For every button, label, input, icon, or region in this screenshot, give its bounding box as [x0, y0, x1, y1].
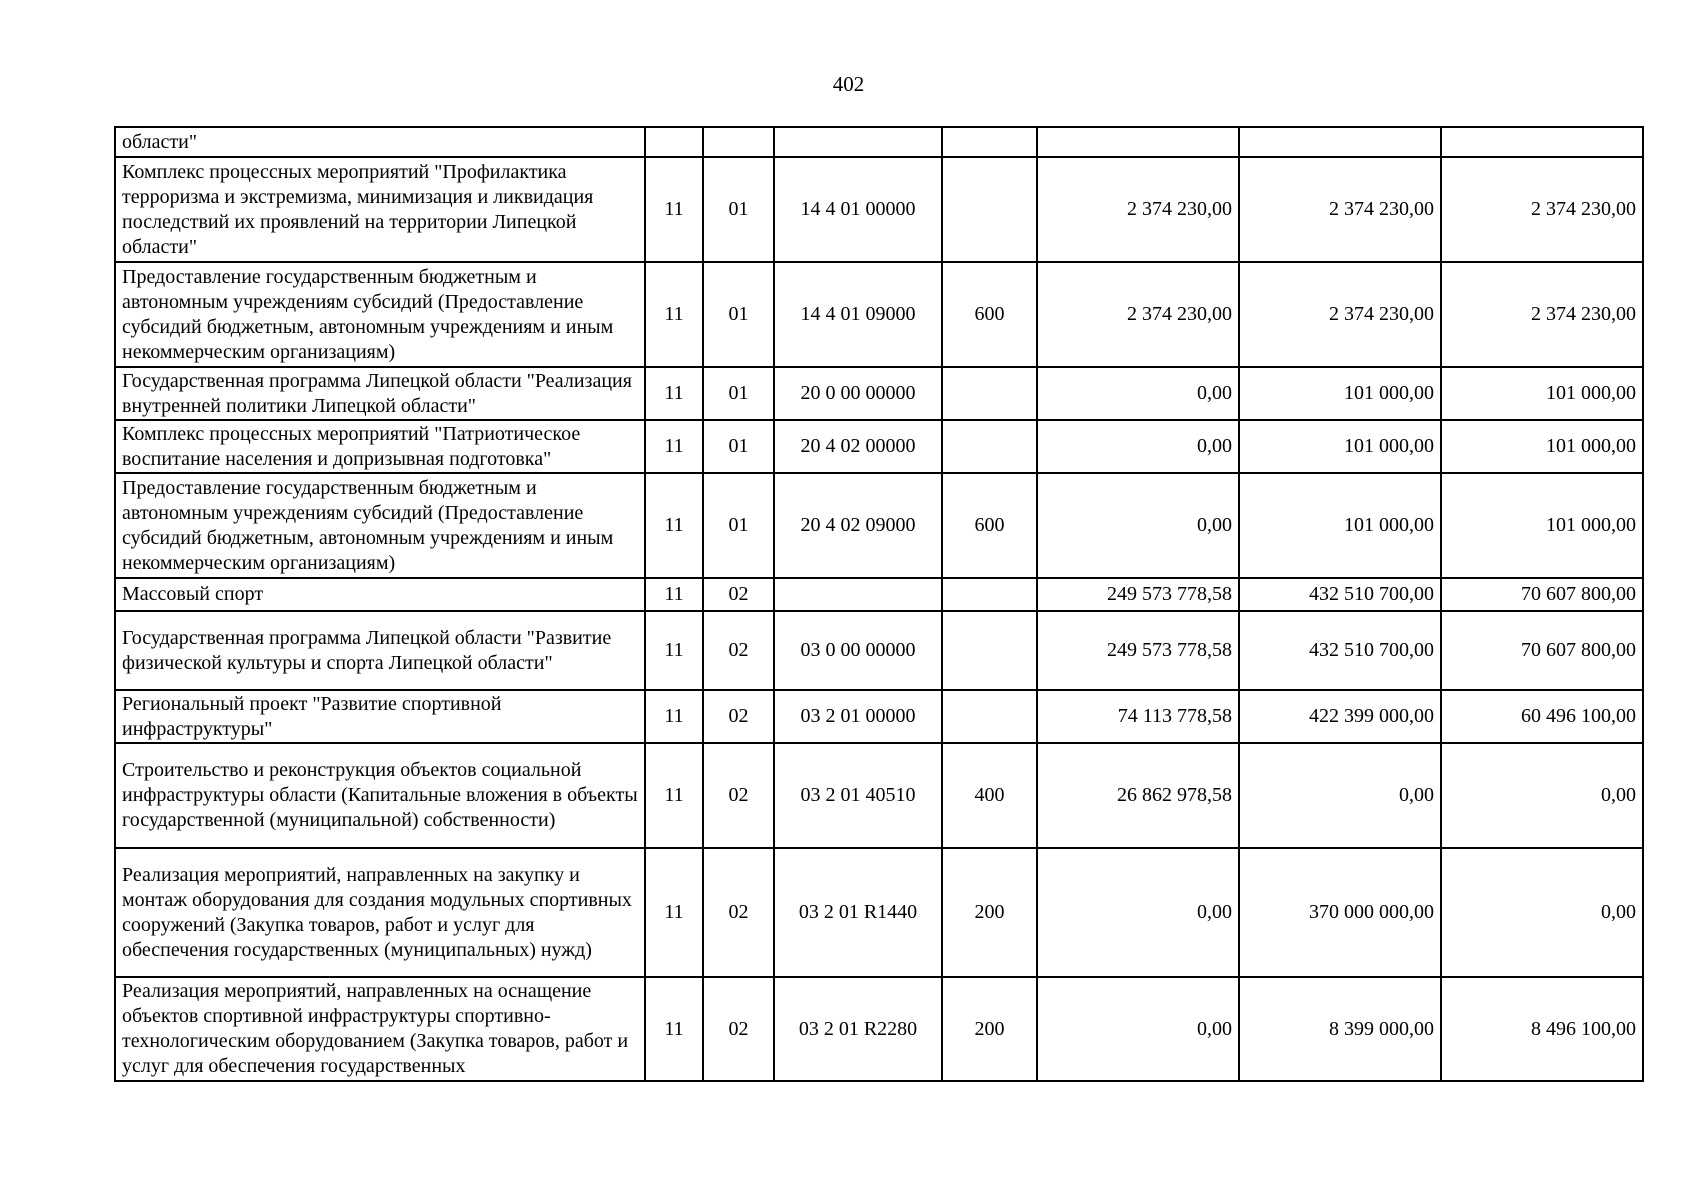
subsection-code: 01 — [703, 473, 774, 578]
subsection-code: 02 — [703, 743, 774, 848]
budget-table — [114, 126, 1644, 1082]
subsection-code — [703, 127, 774, 157]
target-article-code: 20 4 02 00000 — [774, 420, 942, 473]
expense-type-code — [942, 420, 1037, 473]
amount-year-2: 2 374 230,00 — [1239, 262, 1441, 367]
section-code: 11 — [645, 420, 703, 473]
row-name: области" — [115, 127, 645, 157]
amount-year-3: 2 374 230,00 — [1441, 157, 1643, 262]
section-code — [645, 127, 703, 157]
row-name: Строительство и реконструкция объектов социальной инфраструктуры области (Капитальные вложения в объекты государственной (муниципальной) собственности) — [115, 743, 645, 848]
amount-year-3: 101 000,00 — [1441, 367, 1643, 420]
amount-year-1: 0,00 — [1037, 473, 1239, 578]
target-article-code: 20 0 00 00000 — [774, 367, 942, 420]
table-row — [115, 848, 1643, 977]
amount-year-1: 249 573 778,58 — [1037, 611, 1239, 690]
page-number: 402 — [832, 72, 865, 96]
section-code: 11 — [645, 977, 703, 1081]
subsection-code: 02 — [703, 690, 774, 743]
table-row — [115, 611, 1643, 690]
expense-type-code — [942, 578, 1037, 611]
amount-year-2: 422 399 000,00 — [1239, 690, 1441, 743]
amount-year-3: 70 607 800,00 — [1441, 578, 1643, 611]
target-article-code: 03 2 01 00000 — [774, 690, 942, 743]
row-name: Государственная программа Липецкой области "Реализация внутренней политики Липецкой области" — [115, 367, 645, 420]
section-code: 11 — [645, 262, 703, 367]
amount-year-1: 0,00 — [1037, 420, 1239, 473]
amount-year-3: 60 496 100,00 — [1441, 690, 1643, 743]
target-article-code: 14 4 01 09000 — [774, 262, 942, 367]
amount-year-2: 432 510 700,00 — [1239, 611, 1441, 690]
row-name: Массовый спорт — [115, 578, 645, 611]
amount-year-2: 2 374 230,00 — [1239, 157, 1441, 262]
subsection-code: 02 — [703, 578, 774, 611]
target-article-code: 03 2 01 R1440 — [774, 848, 942, 977]
section-code: 11 — [645, 848, 703, 977]
amount-year-3: 0,00 — [1441, 743, 1643, 848]
table-row — [115, 157, 1643, 262]
amount-year-1: 249 573 778,58 — [1037, 578, 1239, 611]
amount-year-3: 101 000,00 — [1441, 420, 1643, 473]
table-body — [115, 127, 1643, 1081]
amount-year-1: 0,00 — [1037, 977, 1239, 1081]
target-article-code — [774, 578, 942, 611]
row-name: Реализация мероприятий, направленных на закупку и монтаж оборудования для создания модульных спортивных сооружений (Закупка товаров, работ и услуг для обеспечения государственных (муниципальных) нужд) — [115, 848, 645, 977]
amount-year-1 — [1037, 127, 1239, 157]
table-row — [115, 690, 1643, 743]
amount-year-2: 370 000 000,00 — [1239, 848, 1441, 977]
subsection-code: 02 — [703, 848, 774, 977]
section-code: 11 — [645, 157, 703, 262]
table-row — [115, 420, 1643, 473]
row-name: Комплекс процессных мероприятий "Профилактика терроризма и экстремизма, минимизация и ликвидация последствий их проявлений на территории Липецкой области" — [115, 157, 645, 262]
subsection-code: 01 — [703, 262, 774, 367]
amount-year-3 — [1441, 127, 1643, 157]
target-article-code — [774, 127, 942, 157]
section-code: 11 — [645, 578, 703, 611]
expense-type-code — [942, 611, 1037, 690]
subsection-code: 01 — [703, 367, 774, 420]
row-name: Государственная программа Липецкой области "Развитие физической культуры и спорта Липецкой области" — [115, 611, 645, 690]
section-code: 11 — [645, 367, 703, 420]
amount-year-3: 2 374 230,00 — [1441, 262, 1643, 367]
table-row — [115, 473, 1643, 578]
expense-type-code: 400 — [942, 743, 1037, 848]
amount-year-3: 70 607 800,00 — [1441, 611, 1643, 690]
row-name: Предоставление государственным бюджетным и автономным учреждениям субсидий (Предоставление субсидий бюджетным, автономным учреждениям и иным некоммерческим организациям) — [115, 473, 645, 578]
expense-type-code — [942, 367, 1037, 420]
row-name: Предоставление государственным бюджетным и автономным учреждениям субсидий (Предоставление субсидий бюджетным, автономным учреждениям и иным некоммерческим организациям) — [115, 262, 645, 367]
table-row — [115, 367, 1643, 420]
row-name: Региональный проект "Развитие спортивной инфраструктуры" — [115, 690, 645, 743]
amount-year-1: 74 113 778,58 — [1037, 690, 1239, 743]
amount-year-2: 8 399 000,00 — [1239, 977, 1441, 1081]
expense-type-code: 200 — [942, 977, 1037, 1081]
subsection-code: 02 — [703, 611, 774, 690]
expense-type-code: 200 — [942, 848, 1037, 977]
amount-year-1: 2 374 230,00 — [1037, 262, 1239, 367]
amount-year-1: 0,00 — [1037, 848, 1239, 977]
target-article-code: 20 4 02 09000 — [774, 473, 942, 578]
subsection-code: 02 — [703, 977, 774, 1081]
target-article-code: 03 2 01 40510 — [774, 743, 942, 848]
amount-year-2: 432 510 700,00 — [1239, 578, 1441, 611]
target-article-code: 03 2 01 R2280 — [774, 977, 942, 1081]
amount-year-1: 26 862 978,58 — [1037, 743, 1239, 848]
amount-year-1: 2 374 230,00 — [1037, 157, 1239, 262]
table-row — [115, 977, 1643, 1081]
row-name: Комплекс процессных мероприятий "Патриотическое воспитание населения и допризывная подготовка" — [115, 420, 645, 473]
subsection-code: 01 — [703, 157, 774, 262]
table-row — [115, 578, 1643, 611]
amount-year-1: 0,00 — [1037, 367, 1239, 420]
section-code: 11 — [645, 743, 703, 848]
amount-year-2: 101 000,00 — [1239, 420, 1441, 473]
amount-year-2 — [1239, 127, 1441, 157]
amount-year-3: 0,00 — [1441, 848, 1643, 977]
section-code: 11 — [645, 690, 703, 743]
amount-year-2: 0,00 — [1239, 743, 1441, 848]
row-name: Реализация мероприятий, направленных на оснащение объектов спортивной инфраструктуры спортивно-технологическим оборудованием (Закупка товаров, работ и услуг для обеспечения государственных — [115, 977, 645, 1081]
amount-year-3: 101 000,00 — [1441, 473, 1643, 578]
expense-type-code — [942, 157, 1037, 262]
expense-type-code: 600 — [942, 262, 1037, 367]
amount-year-3: 8 496 100,00 — [1441, 977, 1643, 1081]
expense-type-code: 600 — [942, 473, 1037, 578]
amount-year-2: 101 000,00 — [1239, 473, 1441, 578]
table-row — [115, 262, 1643, 367]
expense-type-code — [942, 690, 1037, 743]
target-article-code: 14 4 01 00000 — [774, 157, 942, 262]
expense-type-code — [942, 127, 1037, 157]
target-article-code: 03 0 00 00000 — [774, 611, 942, 690]
section-code: 11 — [645, 611, 703, 690]
subsection-code: 01 — [703, 420, 774, 473]
table-row — [115, 743, 1643, 848]
amount-year-2: 101 000,00 — [1239, 367, 1441, 420]
section-code: 11 — [645, 473, 703, 578]
table-row — [115, 127, 1643, 157]
